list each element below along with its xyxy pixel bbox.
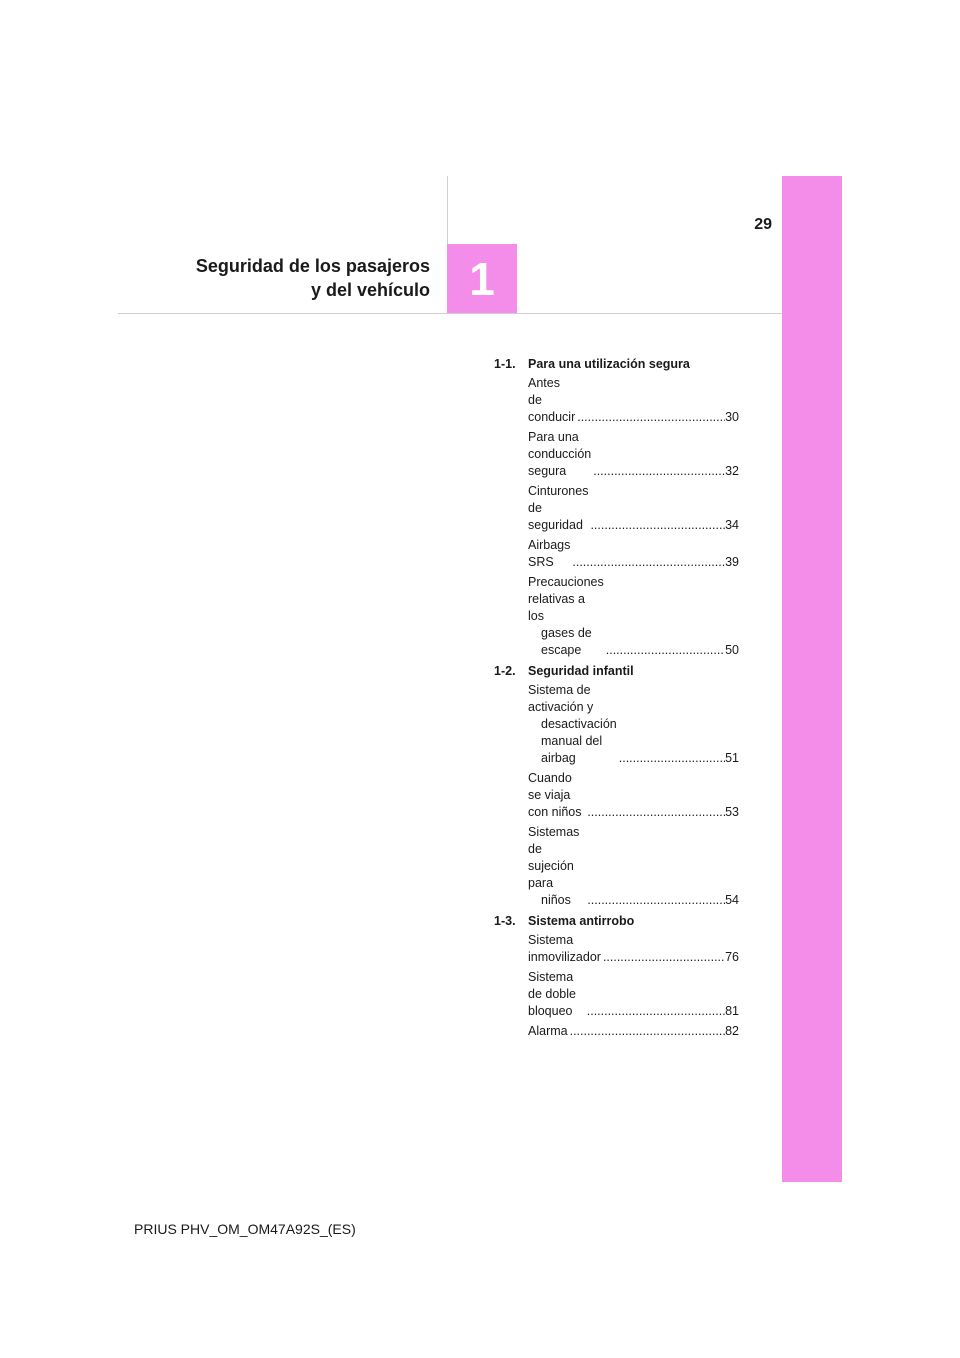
- toc-entry[interactable]: [528, 429, 739, 480]
- toc-entry[interactable]: [528, 969, 739, 1020]
- toc-section-number: 1-1.: [494, 357, 516, 371]
- toc-entry-line: Alarma: [528, 1024, 568, 1038]
- toc-entry-line: Airbags SRS: [528, 538, 571, 569]
- toc-entry-line: gases de escape: [541, 626, 592, 657]
- toc-entry-page: 39: [725, 555, 739, 569]
- toc-dot-leader: [588, 517, 725, 534]
- toc-entry-title: [528, 483, 588, 534]
- toc-entry-line: Sistema de activación y: [528, 683, 594, 714]
- chapter-title: [196, 254, 430, 302]
- toc-entry-title: [528, 1023, 568, 1040]
- toc-entry[interactable]: [528, 483, 739, 534]
- table-of-contents: [494, 355, 739, 1043]
- toc-entry[interactable]: [528, 932, 739, 966]
- toc-entry-title: [528, 824, 585, 909]
- toc-entry[interactable]: [528, 574, 739, 659]
- toc-entry-line: desactivación manual del: [541, 717, 617, 748]
- chapter-title-line1: Seguridad de los pasajeros: [195, 256, 430, 276]
- toc-entry-page: 51: [725, 751, 739, 765]
- toc-dot-leader: [601, 949, 725, 966]
- toc-dot-leader: [591, 463, 725, 480]
- toc-dot-leader: [617, 750, 725, 767]
- toc-entry-line: Sistemas de sujeción para: [528, 825, 580, 890]
- footer-doc-code: PRIUS PHV_OM_OM47A92S_(ES): [134, 1221, 356, 1237]
- toc-section[interactable]: [494, 355, 739, 373]
- toc-section-number: 1-3.: [494, 914, 516, 928]
- header-divider-horizontal: [118, 313, 782, 314]
- toc-entry-title: [528, 682, 617, 767]
- toc-entry-page: 32: [725, 464, 739, 478]
- toc-entry-line: Precauciones relativas a los: [528, 575, 604, 623]
- toc-entry-line: Sistema inmovilizador: [528, 933, 601, 964]
- toc-dot-leader: [585, 804, 725, 821]
- toc-entry[interactable]: [528, 537, 739, 571]
- toc-section[interactable]: [494, 662, 739, 680]
- toc-dot-leader: [604, 642, 725, 659]
- toc-entry-title: [528, 969, 585, 1020]
- toc-entry-title: [528, 932, 601, 966]
- toc-entry-line: niños: [541, 893, 571, 907]
- toc-section[interactable]: [494, 912, 739, 930]
- toc-entry-page: 54: [725, 893, 739, 907]
- chapter-title-line2: y del vehículo: [310, 280, 430, 300]
- toc-entry-page: 81: [725, 1004, 739, 1018]
- toc-entry-line: Para una conducción segura: [528, 430, 592, 478]
- toc-dot-leader: [575, 409, 725, 426]
- toc-entry-title: [528, 574, 604, 659]
- toc-entry[interactable]: [528, 682, 739, 767]
- chapter-thumb-tab: [782, 176, 842, 1182]
- toc-entry-title: [528, 537, 570, 571]
- toc-entry[interactable]: [528, 1023, 739, 1040]
- toc-section-title: Seguridad infantil: [528, 664, 634, 678]
- toc-entry-page: 53: [725, 805, 739, 819]
- toc-dot-leader: [568, 1023, 726, 1040]
- toc-dot-leader: [585, 1003, 725, 1020]
- toc-entry-line: airbag: [541, 751, 576, 765]
- toc-entry-line: Cinturones de seguridad: [528, 484, 589, 532]
- chapter-number-box: [447, 244, 517, 313]
- toc-dot-leader: [585, 892, 725, 909]
- chapter-number: 1: [469, 252, 495, 305]
- toc-section-number: 1-2.: [494, 664, 516, 678]
- toc-section-title: Sistema antirrobo: [528, 914, 635, 928]
- toc-entry-page: 50: [725, 643, 739, 657]
- toc-dot-leader: [570, 554, 725, 571]
- toc-entry-page: 34: [725, 518, 739, 532]
- toc-entry-title: [528, 770, 585, 821]
- page-number: 29: [754, 216, 772, 233]
- toc-section-title: Para una utilización segura: [528, 357, 690, 371]
- toc-entry[interactable]: [528, 770, 739, 821]
- toc-entry-page: 82: [725, 1024, 739, 1038]
- toc-entry-line: Cuando se viaja con niños: [528, 771, 582, 819]
- toc-entry-page: 30: [725, 410, 739, 424]
- toc-entry-page: 76: [725, 950, 739, 964]
- toc-entry[interactable]: [528, 375, 739, 426]
- header-divider-vertical: [447, 176, 448, 244]
- toc-entry-line: Antes de conducir: [528, 376, 576, 424]
- toc-entry-line: Sistema de doble bloqueo: [528, 970, 576, 1018]
- toc-entry-title: [528, 375, 575, 426]
- toc-entry[interactable]: [528, 824, 739, 909]
- toc-entry-title: [528, 429, 591, 480]
